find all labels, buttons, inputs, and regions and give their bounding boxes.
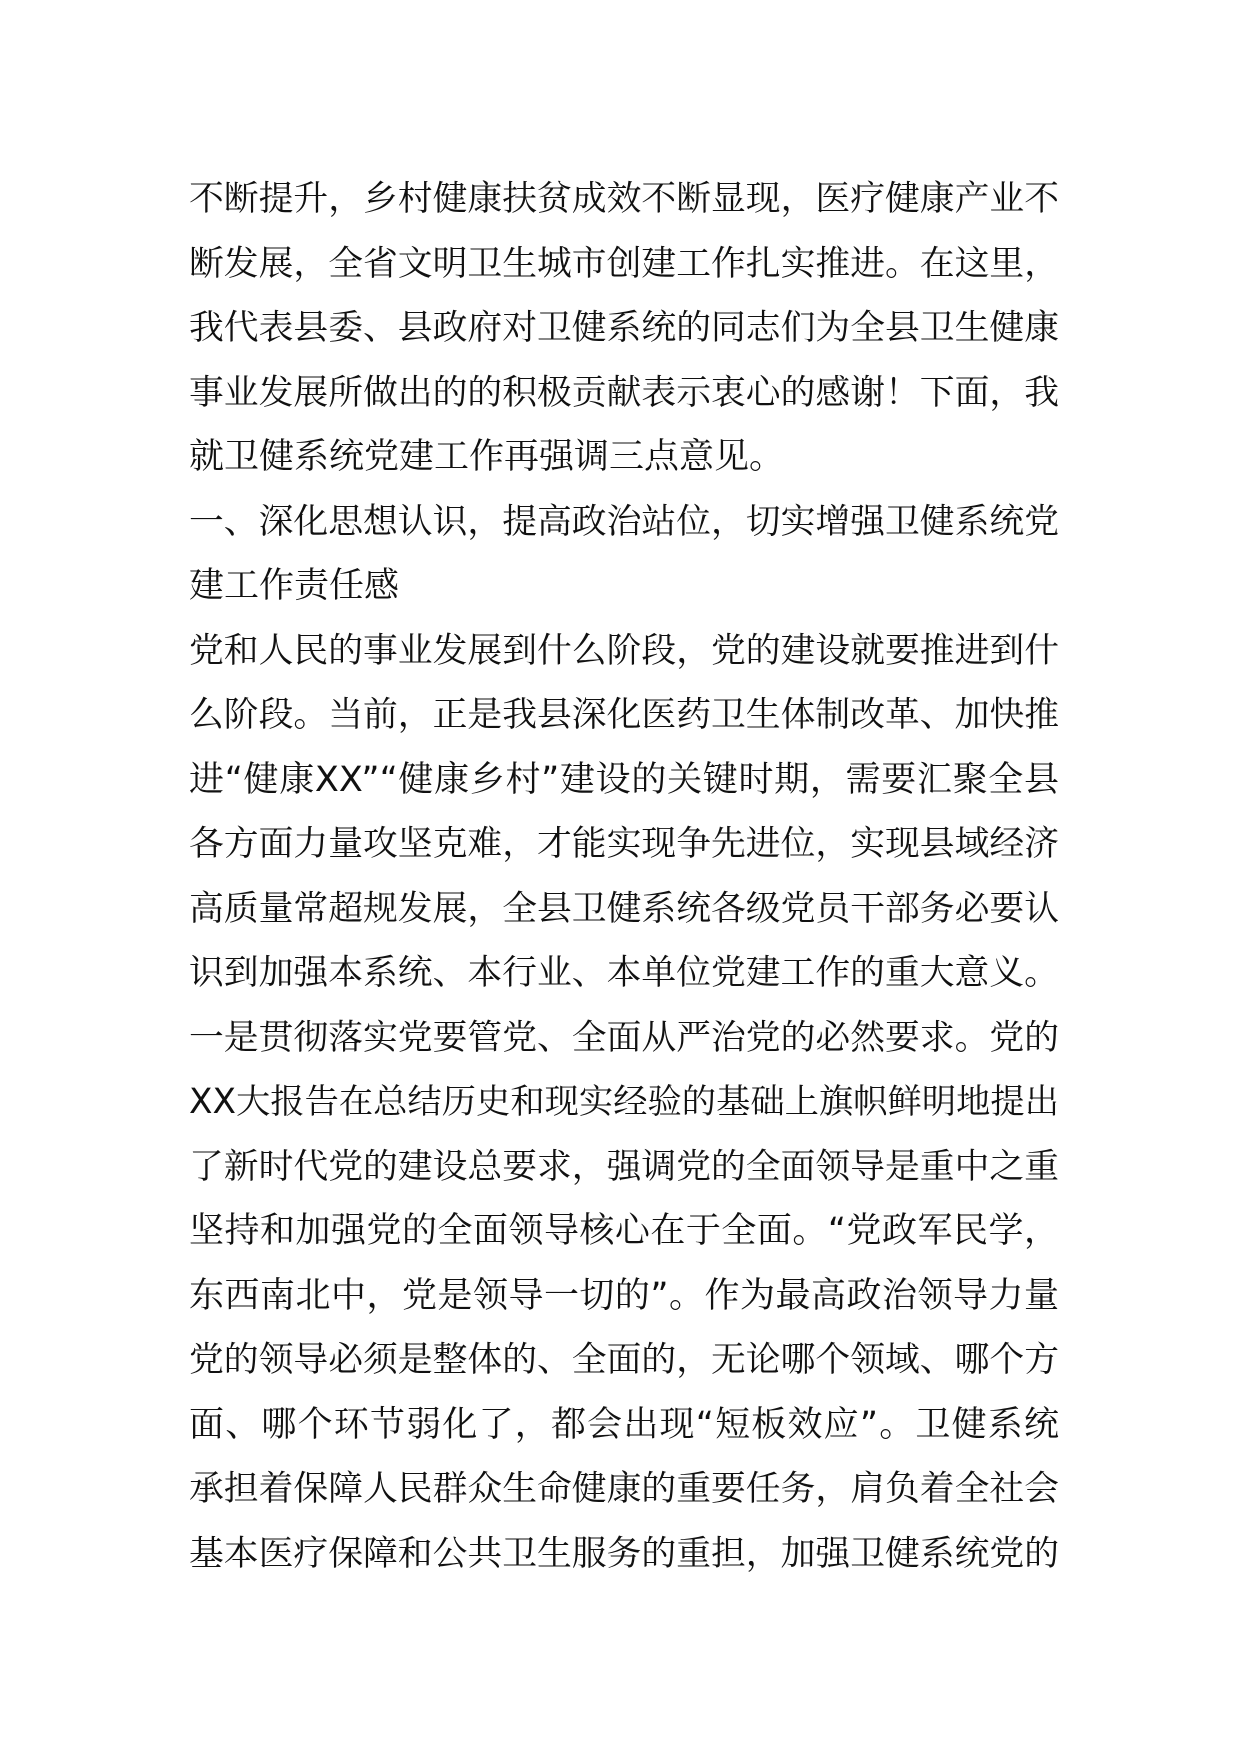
- text-line: 党和人民的事业发展到什么阶段，党的建设就要推进到什: [189, 630, 1059, 671]
- text-line: 坚持和加强党的全面领导核心在于全面。“党政军民学，: [189, 1211, 1059, 1251]
- document-body: [189, 167, 1059, 1586]
- text-line: 事业发展所做出的的积极贡献表示衷心的感谢！下面，我: [189, 372, 1059, 413]
- text-line: 就卫健系统党建工作再强调三点意见。: [189, 437, 785, 477]
- text-line: 断发展，全省文明卫生城市创建工作扎实推进。在这里，: [189, 243, 1059, 284]
- text-line: 了新时代党的建设总要求，强调党的全面领导是重中之重: [189, 1146, 1059, 1187]
- text-line: 承担着保障人民群众生命健康的重要任务，肩负着全社会: [189, 1469, 1059, 1509]
- text-line: 各方面力量攻坚克难，才能实现争先进位，实现县域经济: [189, 824, 1059, 864]
- text-line: 我代表县委、县政府对卫健系统的同志们为全县卫生健康: [189, 308, 1059, 348]
- text-line: 识到加强本系统、本行业、本单位党建工作的重大意义。: [189, 953, 1059, 993]
- text-line: 一、深化思想认识，提高政治站位，切实增强卫健系统党: [189, 501, 1059, 542]
- text-line: 基本医疗保障和公共卫生服务的重担，加强卫健系统党的: [189, 1533, 1059, 1574]
- text-line: 不断提升，乡村健康扶贫成效不断显现，医疗健康产业不: [189, 179, 1059, 219]
- text-line: XX大报告在总结历史和现实经验的基础上旗帜鲜明地提出: [189, 1082, 1059, 1122]
- text-line: 党的领导必须是整体的、全面的，无论哪个领域、哪个方: [189, 1340, 1059, 1380]
- text-line: 么阶段。当前，正是我县深化医药卫生体制改革、加快推: [189, 695, 1059, 735]
- text-line: 进“健康XX”“健康乡村”建设的关键时期，需要汇聚全县: [189, 759, 1059, 800]
- text-line: 面、哪个环节弱化了，都会出现“短板效应”。卫健系统: [189, 1404, 1059, 1445]
- text-line: 东西南北中，党是领导一切的”。作为最高政治领导力量: [189, 1275, 1059, 1316]
- text-line: 高质量常超规发展，全县卫健系统各级党员干部务必要认: [189, 888, 1059, 929]
- text-line: 一是贯彻落实党要管党、全面从严治党的必然要求。党的: [189, 1017, 1059, 1058]
- text-line: 建工作责任感: [189, 566, 400, 606]
